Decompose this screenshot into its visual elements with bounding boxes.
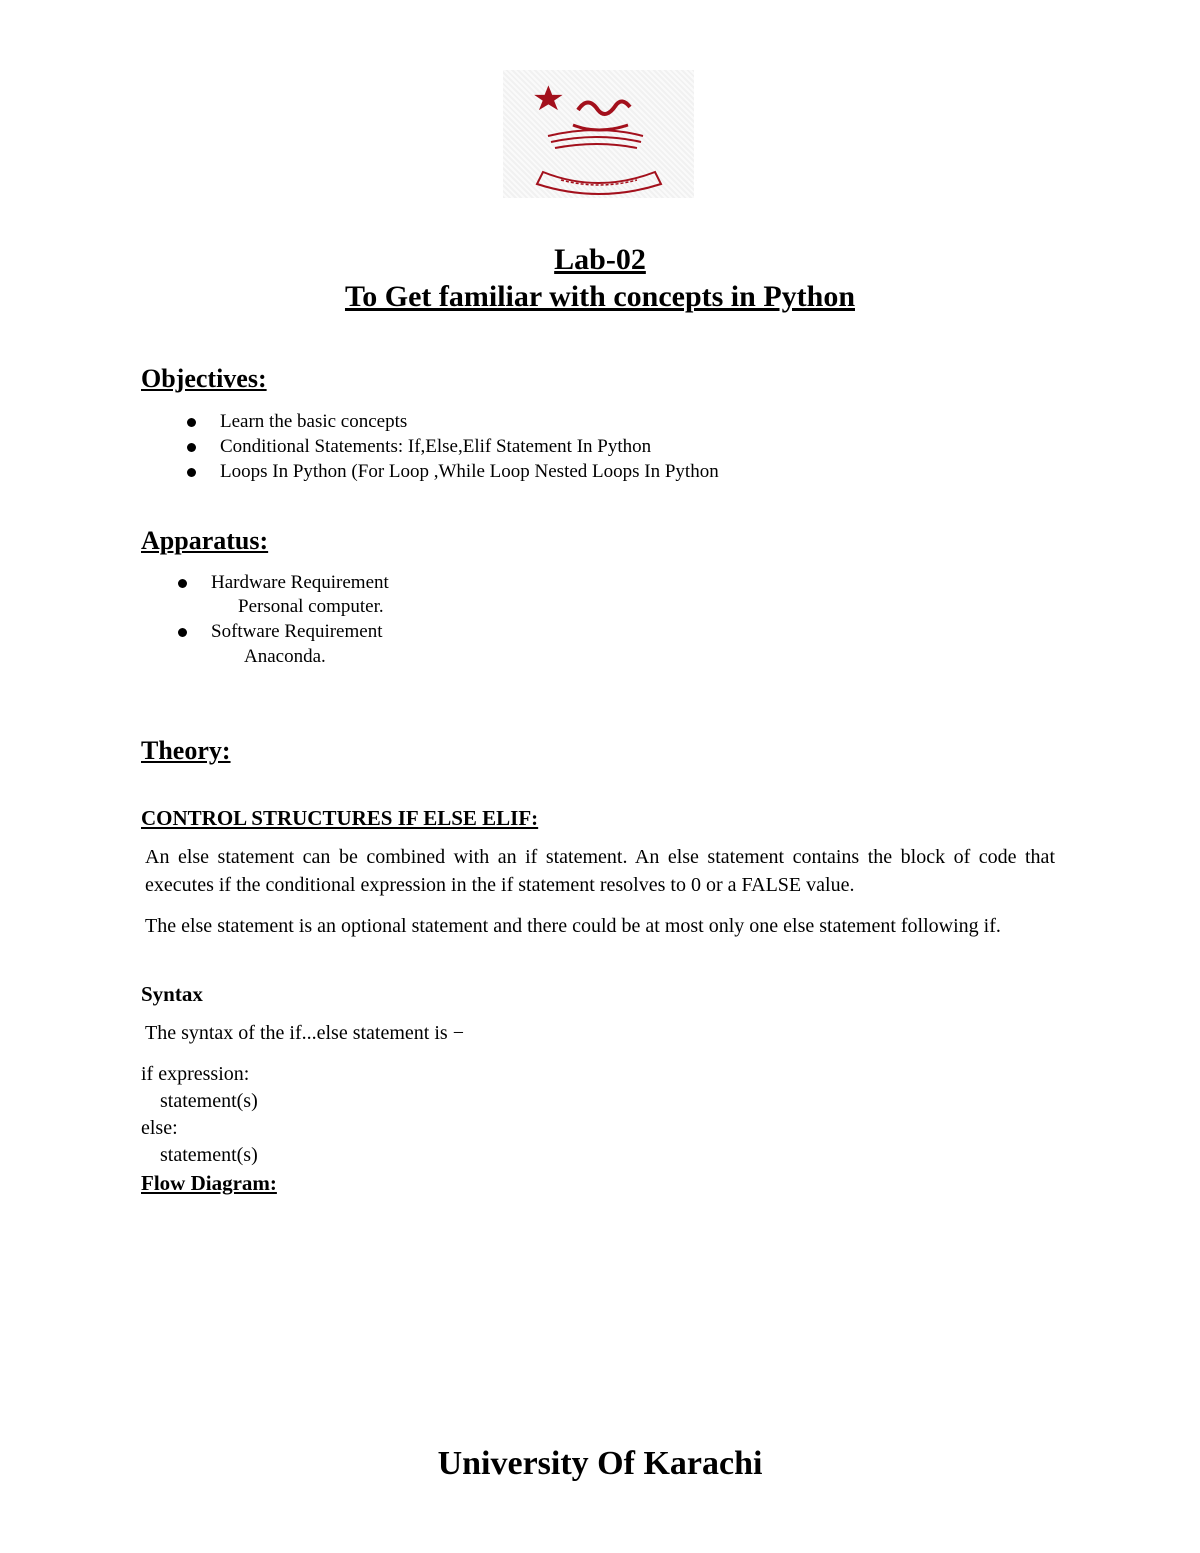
lab-subtitle: To Get familiar with concepts in Python: [344, 280, 855, 313]
bullet-icon: [187, 418, 196, 427]
code-line: else:: [141, 1117, 178, 1139]
objective-item: Learn the basic concepts: [220, 411, 408, 432]
footer-university-name: University Of Karachi: [437, 1445, 763, 1482]
lab-title: Lab-02: [554, 243, 646, 276]
objective-item: Loops In Python (For Loop ,While Loop Nested Loops In Python: [220, 461, 719, 482]
code-line: statement(s): [160, 1090, 258, 1112]
apparatus-heading: Apparatus:: [141, 526, 269, 555]
apparatus-item-detail: Personal computer.: [238, 596, 384, 617]
theory-paragraph: The else statement is an optional statement and there could be at most only one else statement following if.: [145, 915, 1001, 937]
bullet-icon: [187, 468, 196, 477]
crescent-star-icon: [503, 70, 694, 198]
section-title: CONTROL STRUCTURES IF ELSE ELIF:: [141, 806, 539, 830]
bullet-icon: [178, 579, 187, 588]
bullet-icon: [178, 628, 187, 637]
objective-item: Conditional Statements: If,Else,Elif Statement In Python: [220, 436, 652, 457]
code-line: statement(s): [160, 1144, 258, 1166]
theory-heading: Theory:: [141, 736, 231, 765]
flow-diagram-heading: Flow Diagram:: [141, 1171, 277, 1195]
code-line: if expression:: [141, 1063, 250, 1085]
syntax-intro: The syntax of the if...else statement is −: [145, 1022, 464, 1044]
syntax-label: Syntax: [141, 982, 203, 1006]
bullet-icon: [187, 443, 196, 452]
apparatus-item-detail: Anaconda.: [244, 646, 326, 667]
apparatus-item-label: Software Requirement: [211, 621, 383, 642]
theory-paragraph: An else statement can be combined with an if statement. An else statement contains the block of code that executes if the conditional expression in the if statement resolves to 0 or a FALSE value.: [145, 846, 1055, 896]
university-logo: [503, 70, 694, 198]
apparatus-item-label: Hardware Requirement: [211, 572, 389, 593]
objectives-heading: Objectives:: [141, 364, 267, 393]
